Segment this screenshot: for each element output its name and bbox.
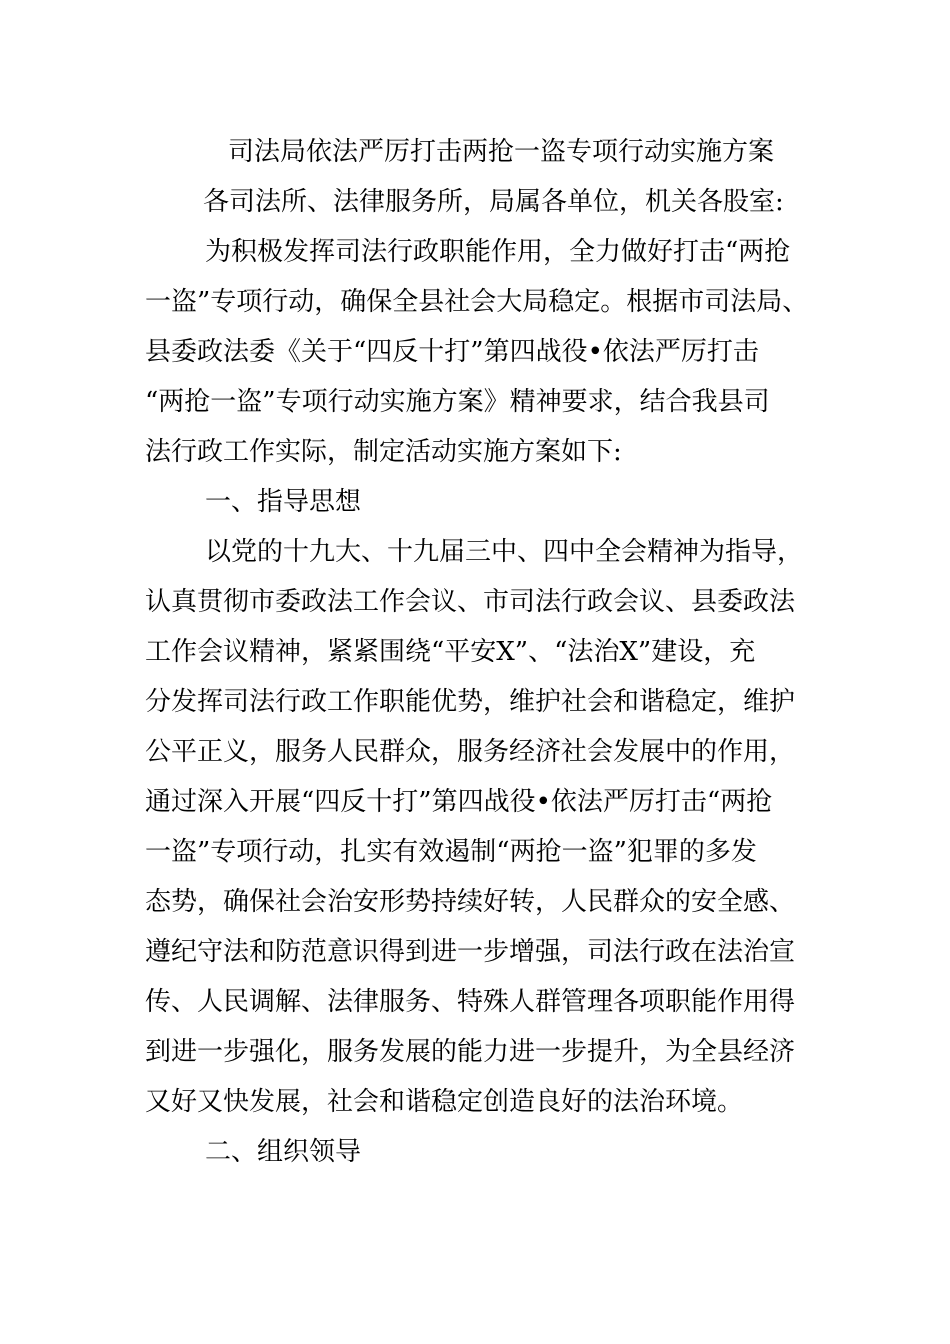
- section-1-line-9: 遵纪守法和防范意识得到进一步增强，司法行政在法治宣: [145, 937, 796, 967]
- intro-line-3: 县委政法委《关于“四反十打”第四战役•依法严厉打击: [145, 337, 759, 367]
- section-1-line-7: 一盗”专项行动，扎实有效遏制“两抢一盗”犯罪的多发: [145, 837, 757, 867]
- salutation: 各司法所、法律服务所，局属各单位，机关各股室:: [203, 187, 784, 217]
- document-title: 司法局依法严厉打击两抢一盗专项行动实施方案: [228, 137, 775, 167]
- section-1-line-5: 公平正义，服务人民群众，服务经济社会发展中的作用，: [145, 737, 796, 767]
- section-1-line-11: 到进一步强化，服务发展的能力进一步提升，为全县经济: [145, 1037, 796, 1067]
- section-2-heading: 二、组织领导: [205, 1137, 362, 1167]
- section-1-line-3: 工作会议精神，紧紧围绕“平安X”、“法治X”建设，充: [145, 637, 756, 667]
- intro-line-4: “两抢一盗”专项行动实施方案》精神要求，结合我县司: [145, 387, 770, 417]
- section-1-line-4: 分发挥司法行政工作职能优势，维护社会和谐稳定，维护: [145, 687, 796, 717]
- section-1-line-8: 态势，确保社会治安形势持续好转，人民群众的安全感、: [145, 887, 796, 917]
- intro-line-1: 为积极发挥司法行政职能作用，全力做好打击“两抢: [205, 237, 791, 267]
- intro-line-5: 法行政工作实际，制定活动实施方案如下:: [145, 437, 622, 467]
- section-1-line-2: 认真贯彻市委政法工作会议、市司法行政会议、县委政法: [145, 587, 796, 617]
- section-1-line-10: 传、人民调解、法律服务、特殊人群管理各项职能作用得: [145, 987, 796, 1017]
- section-1-line-6: 通过深入开展“四反十打”第四战役•依法严厉打击“两抢: [145, 787, 773, 817]
- section-1-heading: 一、指导思想: [205, 487, 362, 517]
- section-1-line-1: 以党的十九大、十九届三中、四中全会精神为指导，: [205, 537, 804, 567]
- intro-line-2: 一盗”专项行动，确保全县社会大局稳定。根据市司法局、: [145, 287, 809, 317]
- section-1-line-12: 又好又快发展，社会和谐稳定创造良好的法治环境。: [145, 1087, 744, 1117]
